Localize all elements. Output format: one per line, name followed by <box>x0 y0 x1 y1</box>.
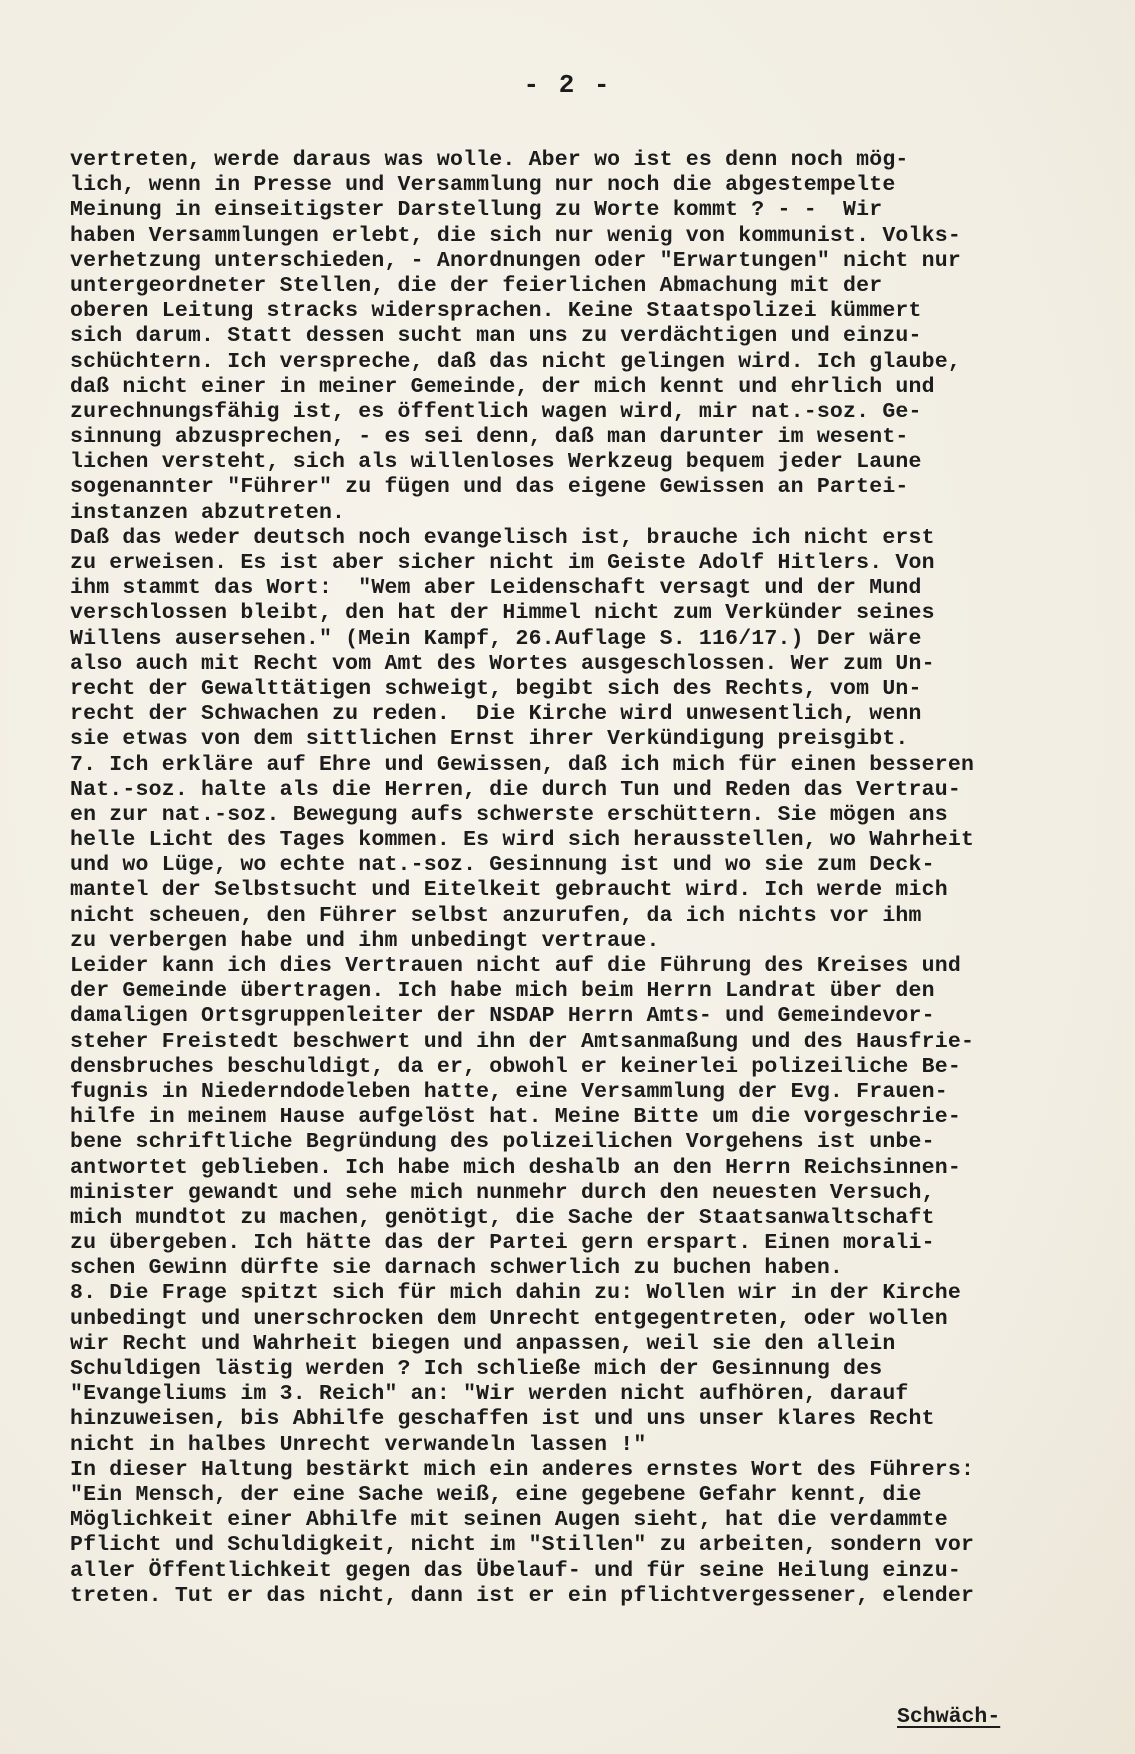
text-line: bene schriftliche Begründung des polizeilichen Vorgehens ist unbe- <box>70 1130 935 1155</box>
text-line: untergeordneter Stellen, die der feierlichen Abmachung mit der <box>70 273 883 298</box>
text-line: treten. Tut er das nicht, dann ist er ein pflichtvergessener, elender <box>70 1583 975 1608</box>
page-number: - 2 - <box>523 70 612 100</box>
text-line: daß nicht einer in meiner Gemeinde, der mich kennt und ehrlich und <box>70 374 935 399</box>
text-line: In dieser Haltung bestärkt mich ein anderes ernstes Wort des Führers: <box>70 1457 975 1482</box>
text-line: densbruches beschuldigt, da er, obwohl er keinerlei polizeiliche Be- <box>70 1054 961 1079</box>
text-line: recht der Gewalttätigen schweigt, begibt sich des Rechts, vom Un- <box>70 676 922 701</box>
text-line: aller Öffentlichkeit gegen das Übelauf- und für seine Heilung einzu- <box>70 1558 961 1583</box>
text-line: damaligen Ortsgruppenleiter der NSDAP Herrn Amts- und Gemeindevor- <box>70 1004 935 1029</box>
text-line: mantel der Selbstsucht und Eitelkeit gebraucht wird. Ich werde mich <box>70 878 948 903</box>
text-line: antwortet geblieben. Ich habe mich deshalb an den Herrn Reichsinnen- <box>70 1155 961 1180</box>
text-line: instanzen abzutreten. <box>70 500 346 525</box>
text-line: sie etwas von dem sittlichen Ernst ihrer Verkündigung preisgibt. <box>70 727 909 752</box>
text-line: Pflicht und Schuldigkeit, nicht im "Stillen" zu arbeiten, sondern vor <box>70 1533 975 1558</box>
text-line: hinzuweisen, bis Abhilfe geschaffen ist und uns unser klares Recht <box>70 1407 935 1432</box>
text-line: 8. Die Frage spitzt sich für mich dahin zu: Wollen wir in der Kirche <box>70 1281 961 1306</box>
text-line: nicht scheuen, den Führer selbst anzurufen, da ich nichts vor ihm <box>70 903 922 928</box>
text-line: Leider kann ich dies Vertrauen nicht auf die Führung des Kreises und <box>70 954 961 978</box>
text-line: zurechnungsfähig ist, es öffentlich wagen wird, mir nat.-soz. Ge- <box>70 399 922 424</box>
text-line: helle Licht des Tages kommen. Es wird sich herausstellen, wo Wahrheit <box>70 828 975 853</box>
text-line: zu verbergen habe und ihm unbedingt vertraue. <box>70 928 660 953</box>
text-line: Möglichkeit einer Abhilfe mit seinen Augen sieht, hat die verdammte <box>70 1508 948 1533</box>
text-line: also auch mit Recht vom Amt des Wortes ausgeschlossen. Wer zum Un- <box>70 651 935 676</box>
text-line: hilfe in meinem Hause aufgelöst hat. Meine Bitte um die vorgeschrie- <box>70 1105 961 1130</box>
text-line: recht der Schwachen zu reden. Die Kirche wird unwesentlich, wenn <box>70 702 922 727</box>
text-line: sogenannter "Führer" zu fügen und das eigene Gewissen an Partei- <box>70 475 909 500</box>
text-line: unbedingt und unerschrocken dem Unrecht entgegentreten, oder wollen <box>70 1306 948 1331</box>
body-text <box>70 148 1120 1609</box>
text-line: zu erweisen. Es ist aber sicher nicht im Geiste Adolf Hitlers. Von <box>70 551 935 575</box>
text-line: steher Freistedt beschwert und ihn der Amtsanmaßung und des Hausfrie- <box>70 1029 975 1054</box>
text-line: vertreten, werde daraus was wolle. Aber wo ist es denn noch mög- <box>70 148 909 172</box>
text-line: schen Gewinn dürfte sie darnach schwerlich zu buchen haben. <box>70 1256 844 1281</box>
text-line: lich, wenn in Presse und Versammlung nur noch die abgestempelte <box>70 173 896 198</box>
text-line: Meinung in einseitigster Darstellung zu Worte kommt ? - - Wir <box>70 198 883 223</box>
text-line: oberen Leitung stracks widersprachen. Keine Staatspolizei kümmert <box>70 299 922 324</box>
text-line: Willens ausersehen." (Mein Kampf, 26.Auflage S. 116/17.) Der wäre <box>70 626 922 651</box>
text-line: wir Recht und Wahrheit biegen und anpassen, weil sie den allein <box>70 1331 896 1356</box>
text-line: ihm stammt das Wort: "Wem aber Leidenschaft versagt und der Mund <box>70 576 922 601</box>
text-line: Schuldigen lästig werden ? Ich schließe mich der Gesinnung des <box>70 1357 883 1381</box>
text-line: Daß das weder deutsch noch evangelisch ist, brauche ich nicht erst <box>70 525 935 550</box>
text-line: verhetzung unterschieden, - Anordnungen oder "Erwartungen" nicht nur <box>70 248 961 273</box>
text-line: schüchtern. Ich verspreche, daß das nicht gelingen wird. Ich glaube, <box>70 349 961 374</box>
text-line: verschlossen bleibt, den hat der Himmel nicht zum Verkünder seines <box>70 601 935 626</box>
text-line: "Evangeliums im 3. Reich" an: "Wir werden nicht aufhören, darauf <box>70 1382 909 1407</box>
text-line: zu übergeben. Ich hätte das der Partei gern erspart. Einen morali- <box>70 1231 935 1256</box>
text-line: 7. Ich erkläre auf Ehre und Gewissen, daß ich mich für einen besseren <box>70 752 975 777</box>
text-line: "Ein Mensch, der eine Sache weiß, eine gegebene Gefahr kennt, die <box>70 1482 922 1507</box>
text-line: minister gewandt und sehe mich nunmehr durch den neuesten Versuch, <box>70 1180 935 1205</box>
text-line: haben Versammlungen erlebt, die sich nur wenig von kommunist. Volks- <box>70 223 961 248</box>
text-line: fugnis in Niederndodeleben hatte, eine Versammlung der Evg. Frauen- <box>70 1079 948 1104</box>
text-line: lichen versteht, sich als willenloses Werkzeug bequem jeder Laune <box>70 450 922 475</box>
catchword: Schwäch- <box>897 1705 1001 1729</box>
text-line: sinnung abzusprechen, - es sei denn, daß man darunter im wesent- <box>70 425 909 450</box>
text-line: sich darum. Statt dessen sucht man uns zu verdächtigen und einzu- <box>70 324 922 349</box>
text-line: mich mundtot zu machen, genötigt, die Sache der Staatsanwaltschaft <box>70 1205 935 1230</box>
text-line: nicht in halbes Unrecht verwandeln lassen !" <box>70 1432 647 1457</box>
text-line: en zur nat.-soz. Bewegung aufs schwerste erschüttern. Sie mögen ans <box>70 802 948 827</box>
text-line: Nat.-soz. halte als die Herren, die durch Tun und Reden das Vertrau- <box>70 777 961 802</box>
text-line: der Gemeinde übertragen. Ich habe mich beim Herrn Landrat über den <box>70 979 935 1004</box>
text-line: und wo Lüge, wo echte nat.-soz. Gesinnung ist und wo sie zum Deck- <box>70 853 935 878</box>
